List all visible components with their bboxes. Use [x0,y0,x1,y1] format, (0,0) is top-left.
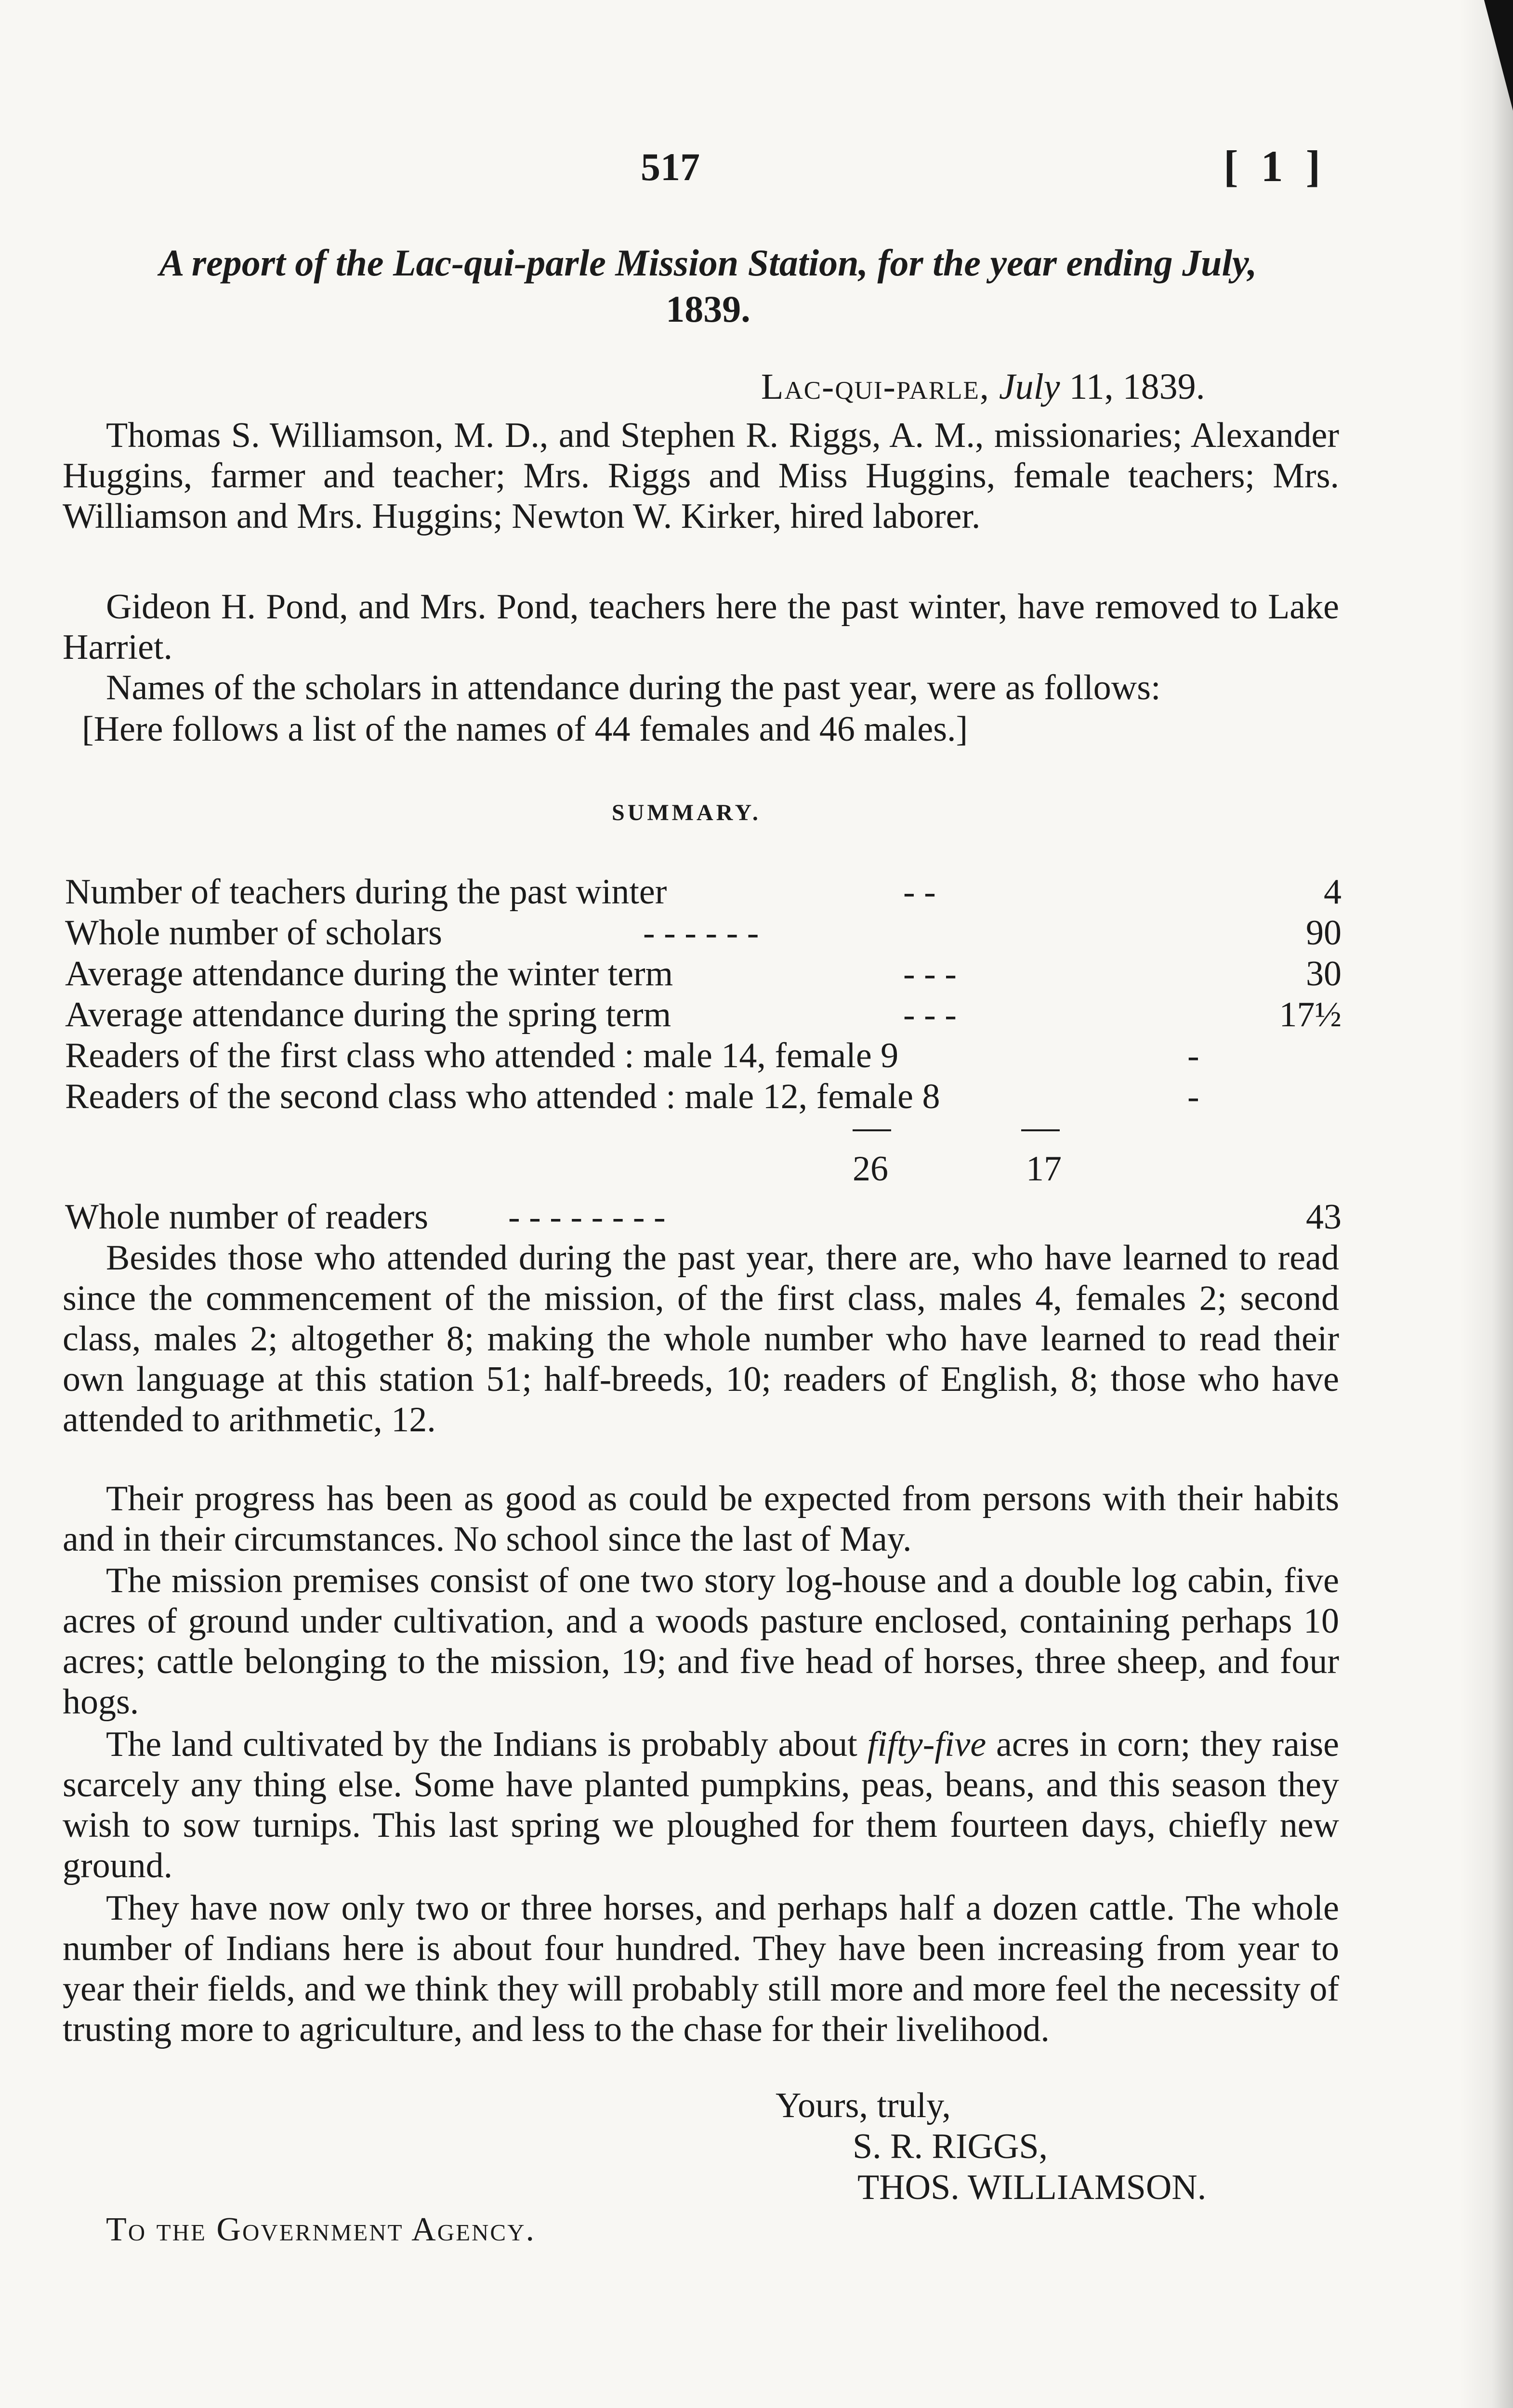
summary-label: Number of teachers during the past winter [65,872,667,912]
summary-row-winter [65,954,1342,994]
paragraph-besides: Besides those who attended during the past year, there are, who have learned to read since the commencement of the mission, of the first class, males 4, females 2; second class, males 2; altogether 8; making the whole number who have learned to read their own language at this station 51; half-breeds, 10; readers of English, 8; those who have attended to arithmetic, 12. [63,1238,1339,1440]
addressee: To the Government Agency. [106,2211,536,2248]
paragraph-progress: Their progress has been as good as could be expected from persons with their habits and in their circumstances. No school since the last of May. [63,1479,1339,1559]
leader-dots: - [1187,1077,1199,1116]
summary-label: Average attendance during the spring term [65,995,671,1034]
leader-dots: - - - [903,954,957,994]
paragraph-horses: They have now only two or three horses, and perhaps half a dozen cattle. The whole number of Indians here is about four hundred. They have been increasing from year to year their fields, and we think they will probably still more and more feel the necessity of trusting more to agriculture, and less to the chase for their livelihood. [63,1888,1339,2049]
leader-dots: - - [903,872,936,912]
dateline-month: July [999,366,1060,407]
paragraph-scholars-note: [Here follows a list of the names of 44 females and 46 males.] [82,709,968,749]
land-text-italic: fifty-five [867,1725,987,1764]
signer-riggs: S. R. RIGGS, [853,2127,1048,2166]
page-corner-fold [1484,0,1513,111]
report-title-main: A report of the Lac-qui-parle Mission Station, for the year ending July, [159,242,1257,284]
paragraph-scholars-intro: Names of the scholars in attendance during the past year, were as follows: [106,668,1161,707]
leader-dots: - - - - - - - - [508,1197,666,1237]
page-edge-shadow [1460,0,1513,2408]
summary-label: Whole number of scholars [65,913,442,953]
page-number: 517 [641,145,700,189]
closing-salutation: Yours, truly, [776,2086,951,2125]
summary-row-second-class [65,1076,1342,1117]
summary-row-readers [65,1197,1342,1237]
land-text-before: The land cultivated by the Indians is probably about [106,1725,857,1764]
total-male: 26 [853,1149,888,1189]
summary-value: 90 [1306,913,1342,953]
signer-williamson: THOS. WILLIAMSON. [857,2168,1207,2207]
summary-label: Average attendance during the winter term [65,954,673,994]
total-female: 17 [1026,1149,1062,1189]
summary-row-scholars [65,913,1342,953]
summary-label: Readers of the second class who attended : male 12, female 8 [65,1077,940,1116]
dateline-place: Lac-qui-parle, [761,366,990,407]
summary-value: 4 [1324,872,1342,912]
sum-rule-female [1021,1129,1060,1131]
land-text-after: acres in corn; they raise scarcely any thing else. Some have planted pumpkins, peas, beans, and this season they wish to sow turnips. This last spring we ploughed for them fourteen days, chiefly new ground. [63,1725,1340,1885]
leader-dots: - [1187,1036,1199,1075]
summary-row-spring [65,995,1342,1035]
sum-rule-male [853,1129,891,1131]
summary-heading: SUMMARY. [612,800,761,825]
dateline-date: 11, 1839. [1069,366,1205,407]
dateline [761,366,1205,408]
paragraph-premises: The mission premises consist of one two story log-house and a double log cabin, five acres of ground under cultivation, and a woods pasture enclosed, containing perhaps 10 acres; cattle belonging to the mission, 19; and five head of horses, three sheep, and four hogs. [63,1561,1339,1722]
report-title-year: 1839. [666,288,750,330]
paragraph-staff: Thomas S. Williamson, M. D., and Stephen R. Riggs, A. M., missionaries; Alexander Huggins, farmer and teacher; Mrs. Riggs and Miss Huggins, female teachers; Mrs. Williamson and Mrs. Huggins; Newton W. Kirker, hired laborer. [63,416,1339,536]
paragraph-pond: Gideon H. Pond, and Mrs. Pond, teachers here the past winter, have removed to Lake Harriet. [63,587,1339,667]
paragraph-land [63,1724,1339,1886]
document-reference: [ 1 ] [1224,142,1327,191]
summary-row-teachers [65,872,1342,912]
summary-label: Whole number of readers [65,1197,429,1237]
report-title [58,240,1358,332]
summary-value: 43 [1306,1197,1342,1237]
leader-dots: - - - [903,995,957,1034]
summary-row-first-class [65,1035,1342,1076]
summary-label: Readers of the first class who attended : male 14, female 9 [65,1036,899,1075]
summary-value: 17½ [1279,995,1342,1034]
leader-dots: - - - - - - [643,913,759,953]
summary-value: 30 [1306,954,1342,994]
